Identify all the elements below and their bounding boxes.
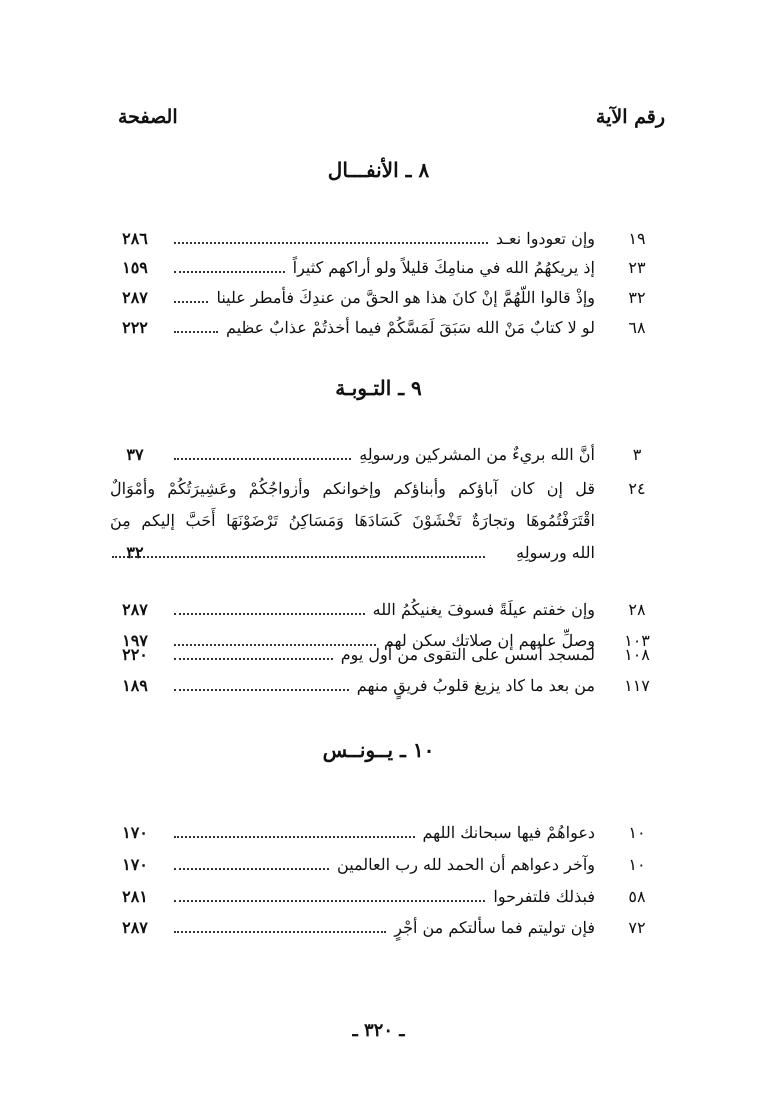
page-number: ٢٨٦	[122, 229, 148, 248]
page-number: ٢٨٧	[122, 918, 148, 937]
leader-dots	[174, 689, 349, 691]
page-footer-number: ـ ٣٢٠ ـ	[352, 1020, 405, 1041]
index-entry	[110, 671, 657, 701]
page-number: ١٩٧	[122, 631, 148, 650]
verse-text-line: الله ورسولِهِ	[516, 543, 595, 562]
index-entry	[110, 313, 657, 343]
index-entry	[110, 850, 657, 880]
verse-number: ٣٢	[628, 288, 646, 307]
leader-dots	[174, 658, 333, 660]
verse-text: وآخر دعواهم أن الحمد لله رب العالمين	[337, 855, 595, 874]
page-number: ١٥٩	[122, 258, 148, 277]
verse-number: ٦٨	[628, 318, 646, 337]
index-entry	[110, 253, 657, 283]
leader-dots	[174, 271, 285, 273]
leader-dots	[174, 301, 208, 303]
index-entry	[110, 224, 657, 254]
section-title-anfal: ٨ ـ الأنفـــال	[327, 158, 430, 182]
page-number: ١٧٠	[122, 855, 148, 874]
leader-dots	[174, 331, 218, 333]
leader-dots	[112, 556, 485, 558]
index-entry-multiline	[110, 474, 657, 570]
index-entry	[110, 283, 657, 313]
verse-text: وإن تعودوا نعـد	[495, 229, 595, 248]
page-number: ٢٨٧	[122, 600, 148, 619]
page-number: ٣٢	[126, 543, 144, 562]
verse-text: دعواهُمْ فيها سبحانك اللهم	[422, 823, 595, 842]
index-entry	[110, 440, 657, 470]
section-title-tawba: ٩ ـ التـوبـة	[335, 376, 422, 400]
verse-text: لو لا كتابٌ مَنْ الله سَبَقَ لَمَسَّكُمْ فيما أخذتُمْ عذابٌ عظيم	[226, 318, 595, 337]
page-number: ١٨٩	[122, 676, 148, 695]
page-number: ٢٢٠	[122, 645, 148, 664]
verse-number: ١٠	[628, 855, 646, 874]
section-title-yunus: ١٠ ـ يــونــس	[322, 738, 435, 762]
verse-number: ٥٨	[628, 887, 646, 906]
index-entry	[110, 595, 657, 625]
header-verse-label: رقم الآية	[595, 106, 665, 128]
verse-number: ٢٣	[628, 258, 646, 277]
verse-number: ١٩	[628, 229, 646, 248]
leader-dots	[174, 458, 351, 460]
page-number: ٣٧	[126, 445, 144, 464]
page-number: ٢٨١	[122, 887, 148, 906]
verse-text: فإن توليتم فما سألتكم من أجْرٍ	[394, 918, 595, 937]
verse-number: ٢٤	[628, 479, 646, 498]
verse-text: لمسجد أسس على التقوى من أول يوم	[340, 645, 595, 664]
verse-text: وإذْ قالوا اللّهُمَّ إنْ كانَ هذا هو الحقَّ من عندِكَ فأمطر علينا	[216, 288, 595, 307]
verse-number: ٧٢	[628, 918, 646, 937]
verse-number: ٢٨	[628, 600, 646, 619]
page-number: ٢٨٧	[122, 288, 148, 307]
index-entry-row-108	[110, 640, 657, 670]
leader-dots	[174, 836, 415, 838]
page-number: ٢٢٢	[122, 318, 148, 337]
verse-text: إذ يريكهُمُ الله في منامِكَ قليلاً ولو أراكهم كثيراً	[292, 258, 595, 277]
index-entry	[110, 913, 657, 943]
verse-text-line: اقْتَرَفْتُمُوهَا وتجارَةٌ تَخْشَوْنَ كَسَادَهَا وَمَسَاكِنُ تَرْضَوْنَهَا أَحَبَّ إليكم مِنَ	[110, 511, 595, 530]
verse-number: ١٠٨	[624, 645, 650, 664]
index-entry	[110, 882, 657, 912]
header-page-label: الصفحة	[118, 106, 178, 128]
page-number: ١٧٠	[122, 823, 148, 842]
verse-text: وصلِّ عليهم إن صلاتك سكن لهم	[383, 631, 595, 650]
verse-text: أنَّ الله بريءٌ من المشركين ورسولِهِ	[359, 445, 595, 464]
leader-dots	[174, 900, 485, 902]
index-entry	[110, 818, 657, 848]
verse-text: وإن خفتم عيلَةً فسوفَ يغنيكُمُ الله	[372, 600, 595, 619]
verse-text: من بعد ما كاد يزيغ قلوبُ فريقٍ منهم	[356, 676, 595, 695]
verse-number: ١٠٣	[624, 631, 650, 650]
leader-dots	[174, 242, 488, 244]
verse-number: ٣	[632, 445, 642, 464]
leader-dots	[174, 613, 365, 615]
verse-number: ١٠	[628, 823, 646, 842]
leader-dots	[174, 931, 386, 933]
verse-text: فبذلك فلتفرحوا	[493, 887, 595, 906]
verse-text-line: قل إن كان آباؤكم وأبناؤكم وإخوانكم وأزواجُكُمْ وعَشِيرَتُكُمْ وأمْوَالٌ	[110, 479, 595, 498]
leader-dots	[174, 868, 329, 870]
verse-number: ١١٧	[624, 676, 650, 695]
